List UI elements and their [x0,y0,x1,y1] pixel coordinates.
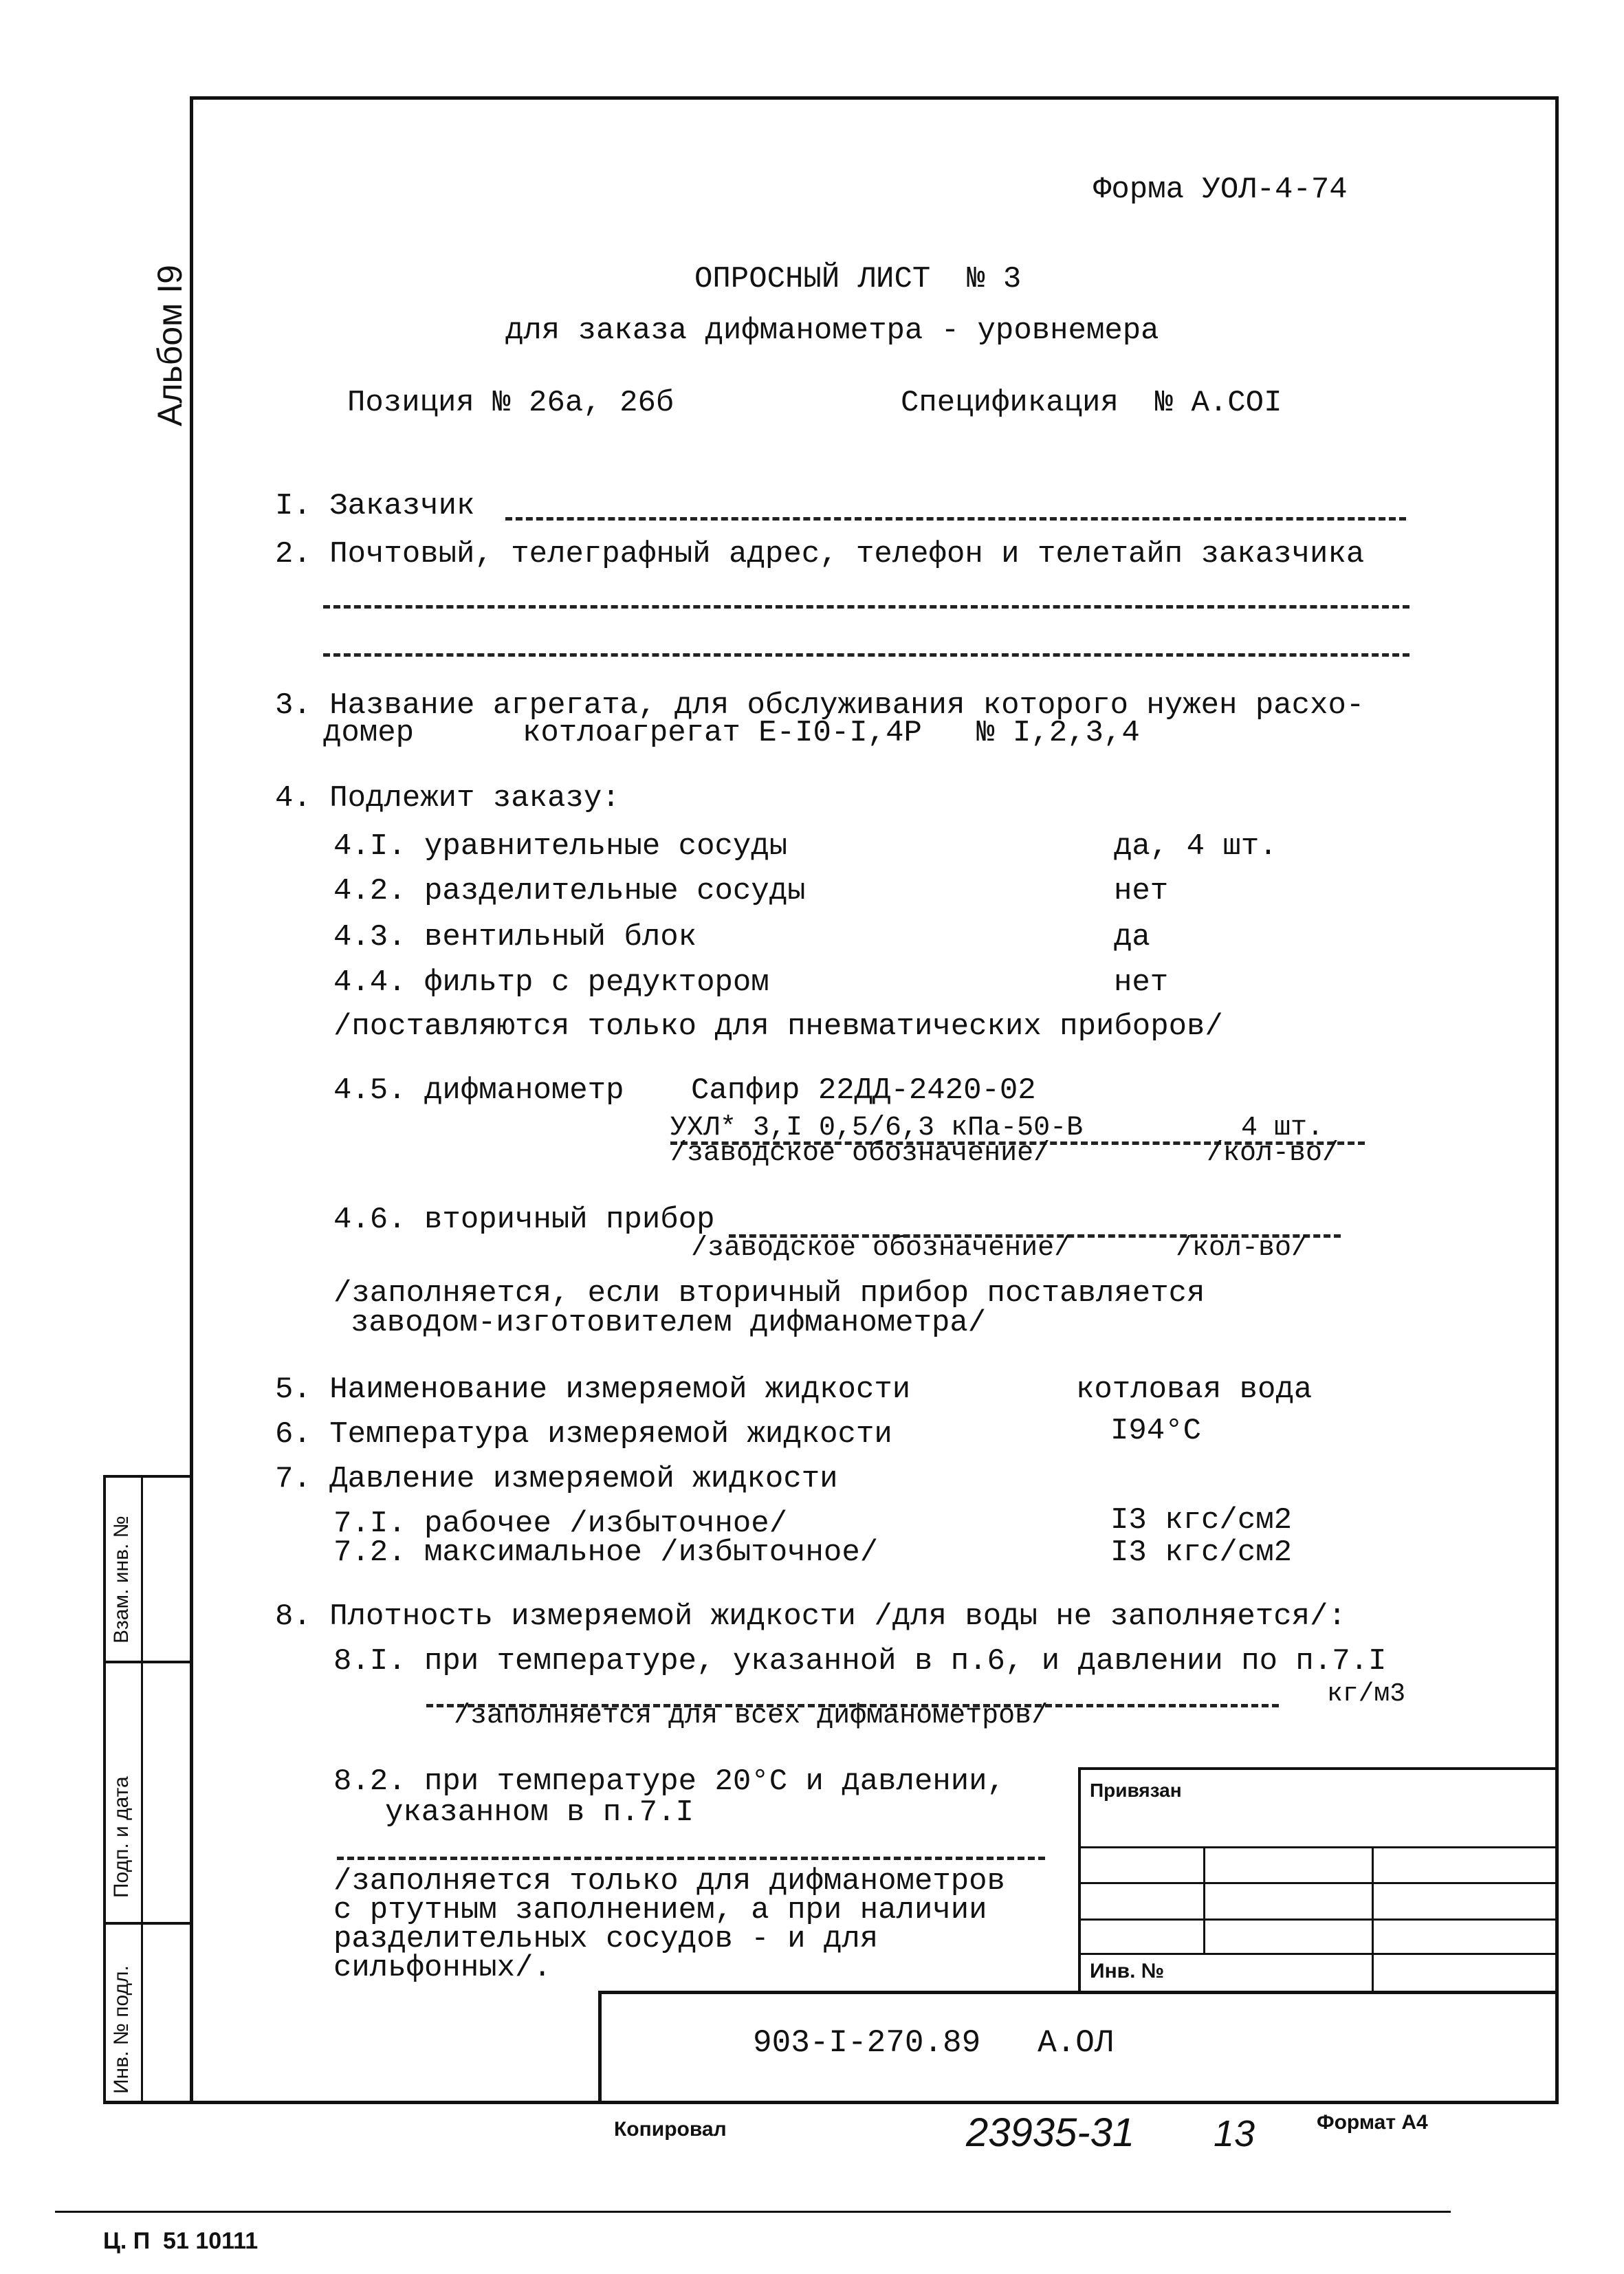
item-4-4: 4.4. фильтр с редуктором [333,965,769,1000]
item-4-3-value: да [1114,920,1150,954]
copy-number: 23935-31 [966,2110,1135,2155]
item-4-6-note2: заводом-изготовителем дифманометра/ [351,1306,987,1340]
sheet-number: 13 [1214,2113,1255,2154]
item-5-value: котловая вода [1076,1373,1313,1407]
item-8-1: 8.I. при температуре, указанной в п.6, и давлении по п.7.I [333,1644,1387,1679]
item-4-4-note: /поставляются только для пневматических приборов/ [333,1009,1223,1044]
privyazan-label: Привязан [1090,1780,1182,1801]
item-4-5-caption: /заводское обозначение/ [670,1138,1051,1169]
frame-left [190,96,193,2104]
invpodl-label: Инв. № подл. [110,1965,133,2094]
item-8-2-note1: /заполняется только для дифманометров [333,1864,1005,1899]
item-7-2: 7.2. максимальное /избыточное/ [333,1535,879,1570]
position: Позиция № 26а, 26б [347,386,674,420]
item-3b: домер [323,716,415,750]
podp-label: Подп. и дата [110,1776,133,1898]
frame-right [1555,96,1559,2104]
item-4-6-note1: /заполняется, если вторичный прибор поставляется [333,1276,1205,1311]
item-7: 7. Давление измеряемой жидкости [275,1462,838,1496]
item-4-6: 4.6. вторичный прибор [333,1203,715,1237]
doc-code: 903-I-270.89 А.ОЛ [753,2025,1114,2061]
blank-1 [505,517,1406,521]
item-4-6-caption-qty: /кол-во/ [1176,1233,1308,1264]
title-line1: ОПРОСНЫЙ ЛИСТ № 3 [694,262,1022,296]
print-code: Ц. П 51 10111 [103,2228,259,2254]
item-4-2-value: нет [1114,874,1169,908]
item-8-2-note4: сильфонных/. [333,1951,551,1985]
blank-2b [323,653,1409,657]
item-4: 4. Подлежит заказу: [275,781,620,816]
inv-label: Инв. № [1090,1960,1165,1982]
item-8-2-note3: разделительных сосудов - и для [333,1922,879,1956]
item-4-5-value2: УХЛ* 3,I 0,5/6,3 кПа-50-В [670,1113,1084,1144]
album-label: Альбом I9 [151,265,189,426]
item-3-value: котлоагрегат Е-I0-I,4Р № I,2,3,4 [523,716,1140,750]
item-3a: 3. Название агрегата, для обслуживания которого нужен расхо- [275,688,1365,723]
item-4-1-value: да, 4 шт. [1114,829,1277,864]
item-4-5: 4.5. дифманометр [333,1073,624,1108]
item-8-1-note: /заполняется для всех дифманометров/ [454,1701,1049,1731]
title-line2: для заказа дифманометра - уровнемера [505,314,1159,348]
item-8-2a: 8.2. при температуре 20°С и давлении, [333,1764,1005,1799]
item-2: 2. Почтовый, телеграфный адрес, телефон и телетайп заказчика [275,537,1365,571]
item-8-1-unit: кг/м3 [1327,1679,1406,1709]
item-5: 5. Наименование измеряемой жидкости [275,1373,911,1407]
specification: Спецификация № А.СОI [901,386,1282,420]
item-7-1: 7.I. рабочее /избыточное/ [333,1507,788,1541]
item-4-5-caption-qty: /кол-во/ [1207,1138,1339,1169]
item-4-4-value: нет [1114,965,1169,1000]
item-4-2: 4.2. разделительные сосуды [333,874,806,908]
vzam-label: Взам. инв. № [110,1516,133,1643]
blank-2a [323,605,1409,609]
item-6-value: I94°С [1110,1414,1202,1448]
blank-8-2 [337,1857,1045,1860]
frame-top [190,96,1558,100]
item-1: I. Заказчик [275,489,475,523]
item-7-1-value: I3 кгс/см2 [1110,1503,1293,1538]
item-8-2b: указанном в п.7.I [385,1795,694,1830]
item-4-1: 4.I. уравнительные сосуды [333,829,788,864]
item-4-6-caption: /заводское обозначение/ [691,1233,1071,1264]
form-code: Форма УОЛ-4-74 [1093,173,1348,207]
item-4-5-value1: Сапфир 22ДД-2420-02 [691,1073,1036,1108]
format-label: Формат А4 [1317,2111,1428,2134]
item-8: 8. Плотность измеряемой жидкости /для воды не заполняется/: [275,1599,1346,1634]
item-7-2-value: I3 кгс/см2 [1110,1535,1293,1570]
kopiroval: Копировал [614,2118,727,2141]
item-8-2-note2: с ртутным заполнением, а при наличии [333,1893,987,1927]
frame-bottom [103,2101,1559,2104]
item-6: 6. Температура измеряемой жидкости [275,1417,892,1452]
bottom-rule [55,2211,1451,2213]
item-4-5-qty: 4 шт. [1241,1113,1324,1144]
item-4-3: 4.3. вентильный блок [333,920,697,954]
